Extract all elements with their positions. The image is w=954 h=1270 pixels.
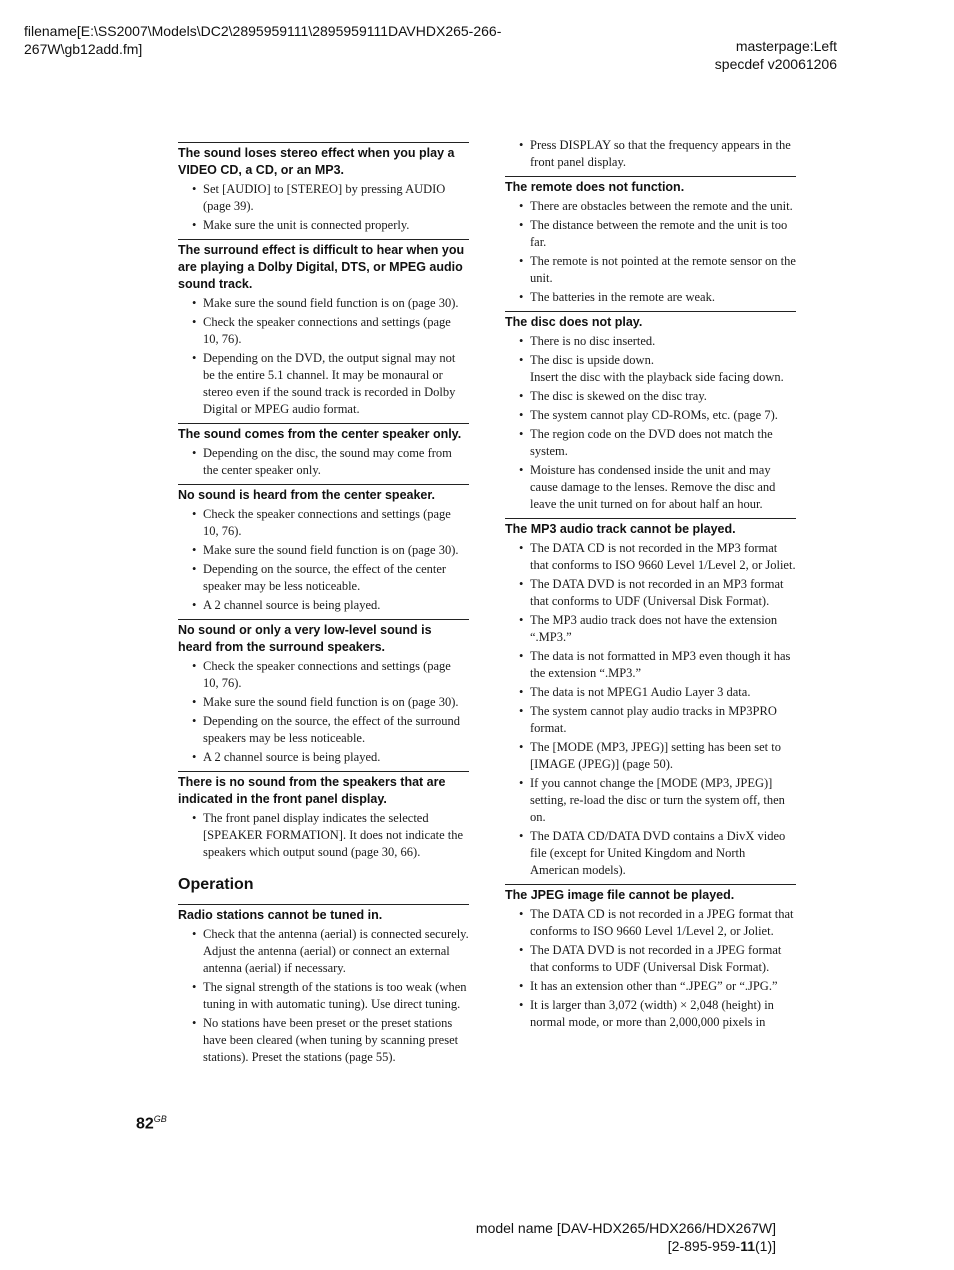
- section-title: No sound or only a very low-level sound is heard from the surround speakers.: [178, 623, 432, 654]
- bullet-item: • The DATA CD is not recorded in the MP3 format that conforms to ISO 9660 Level 1/Level 2, or Joliet.: [505, 540, 796, 574]
- bullet-item: • The signal strength of the stations is too weak (when tuning in with automatic tuning). Use direct tuning.: [178, 979, 469, 1013]
- troubleshooting-section: [505, 176, 796, 306]
- bullet-item: • Check the speaker connections and settings (page 10, 76).: [178, 314, 469, 348]
- bullet-item: • The data is not formatted in MP3 even though it has the extension “.MP3.”: [505, 648, 796, 682]
- section-title: The remote does not function.: [505, 180, 685, 194]
- bullet-item: • A 2 channel source is being played.: [178, 597, 469, 614]
- section-title: The MP3 audio track cannot be played.: [505, 522, 736, 536]
- bullet-item: • The DATA CD/DATA DVD contains a DivX video file (except for United Kingdom and North American models).: [505, 828, 796, 879]
- bullet-list: [178, 295, 469, 418]
- part-code-suffix: (1)]: [755, 1238, 776, 1254]
- file-path-header: [24, 22, 544, 58]
- bullet-list: [178, 810, 469, 861]
- section-title: There is no sound from the speakers that are indicated in the front panel display.: [178, 775, 446, 806]
- troubleshooting-section: [178, 619, 469, 766]
- right-column: [505, 137, 796, 1033]
- masterpage-header: [715, 37, 837, 73]
- part-code-prefix: [2-895-959-: [667, 1238, 741, 1254]
- page-number-value: 82: [136, 1115, 154, 1133]
- page-number-suffix: GB: [153, 1114, 167, 1124]
- bullet-item: • The region code on the DVD does not match the system.: [505, 426, 796, 460]
- bullet-item: • Check the speaker connections and settings (page 10, 76).: [178, 658, 469, 692]
- section-title: Radio stations cannot be tuned in.: [178, 908, 383, 922]
- bullet-list: [505, 137, 796, 171]
- bullet-list: [505, 333, 796, 513]
- bullet-item: • Depending on the DVD, the output signal may not be the entire 5.1 channel. It may be monaural or stereo even if the sound track is recorded in Dolby Digital or MPEG audio format.: [178, 350, 469, 418]
- bullet-item: • The remote is not pointed at the remote sensor on the unit.: [505, 253, 796, 287]
- bullet-item: • Make sure the sound field function is on (page 30).: [178, 694, 469, 711]
- bullet-item: • The distance between the remote and the unit is too far.: [505, 217, 796, 251]
- bullet-item: • Check that the antenna (aerial) is connected securely. Adjust the antenna (aerial) or connect an external antenna (aerial) if necessary.: [178, 926, 469, 977]
- troubleshooting-section: [178, 239, 469, 418]
- bullet-list: [505, 906, 796, 1031]
- bullet-list: [178, 181, 469, 234]
- bullet-item: • It has an extension other than “.JPEG” or “.JPG.”: [505, 978, 796, 995]
- bullet-item: • The disc is upside down. Insert the disc with the playback side facing down.: [505, 352, 796, 386]
- bullet-item: • Set [AUDIO] to [STEREO] by pressing AUDIO (page 39).: [178, 181, 469, 215]
- bullet-item: • The system cannot play audio tracks in MP3PRO format.: [505, 703, 796, 737]
- bullet-item: • The batteries in the remote are weak.: [505, 289, 796, 306]
- bullet-item: • A 2 channel source is being played.: [178, 749, 469, 766]
- bullet-list: [505, 198, 796, 306]
- left-column: [178, 137, 469, 1068]
- footer: [476, 1219, 776, 1255]
- section-title: The disc does not play.: [505, 315, 643, 329]
- operation-heading: Operation: [178, 876, 254, 893]
- section-title: No sound is heard from the center speaker.: [178, 488, 436, 502]
- bullet-item: • The disc is skewed on the disc tray.: [505, 388, 796, 405]
- troubleshooting-section: [505, 884, 796, 1031]
- part-code-bold: 11: [740, 1238, 755, 1254]
- bullet-item: • The data is not MPEG1 Audio Layer 3 data.: [505, 684, 796, 701]
- bullet-item: • The MP3 audio track does not have the extension “.MP3.”: [505, 612, 796, 646]
- bullet-item: • The DATA DVD is not recorded in a JPEG format that conforms to UDF (Universal Disk Format).: [505, 942, 796, 976]
- file-path-line-2: 267W\gb12add.fm]: [24, 41, 143, 57]
- continued-section: [505, 137, 796, 171]
- troubleshooting-section: [178, 142, 469, 234]
- troubleshooting-section: [505, 311, 796, 513]
- bullet-list: [505, 540, 796, 879]
- bullet-item: • There is no disc inserted.: [505, 333, 796, 350]
- bullet-item: • No stations have been preset or the preset stations have been cleared (when tuning by scanning preset stations). Preset the stations (page 55).: [178, 1015, 469, 1066]
- bullet-item: • There are obstacles between the remote and the unit.: [505, 198, 796, 215]
- bullet-item: • Check the speaker connections and settings (page 10, 76).: [178, 506, 469, 540]
- troubleshooting-section: [178, 484, 469, 614]
- bullet-item: • Depending on the source, the effect of the center speaker may be less noticeable.: [178, 561, 469, 595]
- bullet-item: • The [MODE (MP3, JPEG)] setting has been set to [IMAGE (JPEG)] (page 50).: [505, 739, 796, 773]
- model-name: model name [DAV-HDX265/HDX266/HDX267W]: [475, 1220, 776, 1236]
- bullet-item: • Depending on the disc, the sound may come from the center speaker only.: [178, 445, 469, 479]
- section-title: The sound comes from the center speaker only.: [178, 427, 462, 441]
- troubleshooting-section: [178, 904, 469, 1066]
- bullet-item: • Make sure the sound field function is on (page 30).: [178, 542, 469, 559]
- part-code: [476, 1237, 776, 1255]
- bullet-list: [178, 506, 469, 614]
- section-title: The JPEG image file cannot be played.: [505, 888, 735, 902]
- bullet-item: • It is larger than 3,072 (width) × 2,048 (height) in normal mode, or more than 2,000,000 pixels in: [505, 997, 796, 1031]
- page-number: [136, 1114, 167, 1133]
- masterpage-label: masterpage:Left: [735, 38, 837, 54]
- bullet-item: • Depending on the source, the effect of the surround speakers may be less noticeable.: [178, 713, 469, 747]
- bullet-item: • The front panel display indicates the selected [SPEAKER FORMATION]. It does not indicate the speakers which output sound (page 30, 66).: [178, 810, 469, 861]
- bullet-item: • The system cannot play CD-ROMs, etc. (page 7).: [505, 407, 796, 424]
- bullet-list: [178, 445, 469, 479]
- bullet-item: • The DATA CD is not recorded in a JPEG format that conforms to ISO 9660 Level 1/Level 2, or Joliet.: [505, 906, 796, 940]
- file-path-line-1: filename[E:\SS2007\Models\DC2\2895959111\2895959111DAVHDX265-266-: [24, 23, 502, 39]
- section-title: The sound loses stereo effect when you play a VIDEO CD, a CD, or an MP3.: [178, 146, 455, 177]
- bullet-item: • Moisture has condensed inside the unit and may cause damage to the lenses. Remove the disc and leave the unit turned on for about half an hour.: [505, 462, 796, 513]
- bullet-item: • Make sure the sound field function is on (page 30).: [178, 295, 469, 312]
- bullet-item: • If you cannot change the [MODE (MP3, JPEG)] setting, re-load the disc or turn the system off, then on.: [505, 775, 796, 826]
- section-title: The surround effect is difficult to hear when you are playing a Dolby Digital, DTS, or MPEG audio sound track.: [178, 243, 465, 291]
- bullet-item: • Press DISPLAY so that the frequency appears in the front panel display.: [505, 137, 796, 171]
- bullet-list: [178, 926, 469, 1066]
- bullet-item: • Make sure the unit is connected properly.: [178, 217, 469, 234]
- troubleshooting-section: [178, 423, 469, 479]
- troubleshooting-section: [505, 518, 796, 879]
- troubleshooting-section: [178, 771, 469, 861]
- specdef-label: specdef v20061206: [714, 56, 837, 72]
- bullet-list: [178, 658, 469, 766]
- bullet-item: • The DATA DVD is not recorded in an MP3 format that conforms to UDF (Universal Disk Format).: [505, 576, 796, 610]
